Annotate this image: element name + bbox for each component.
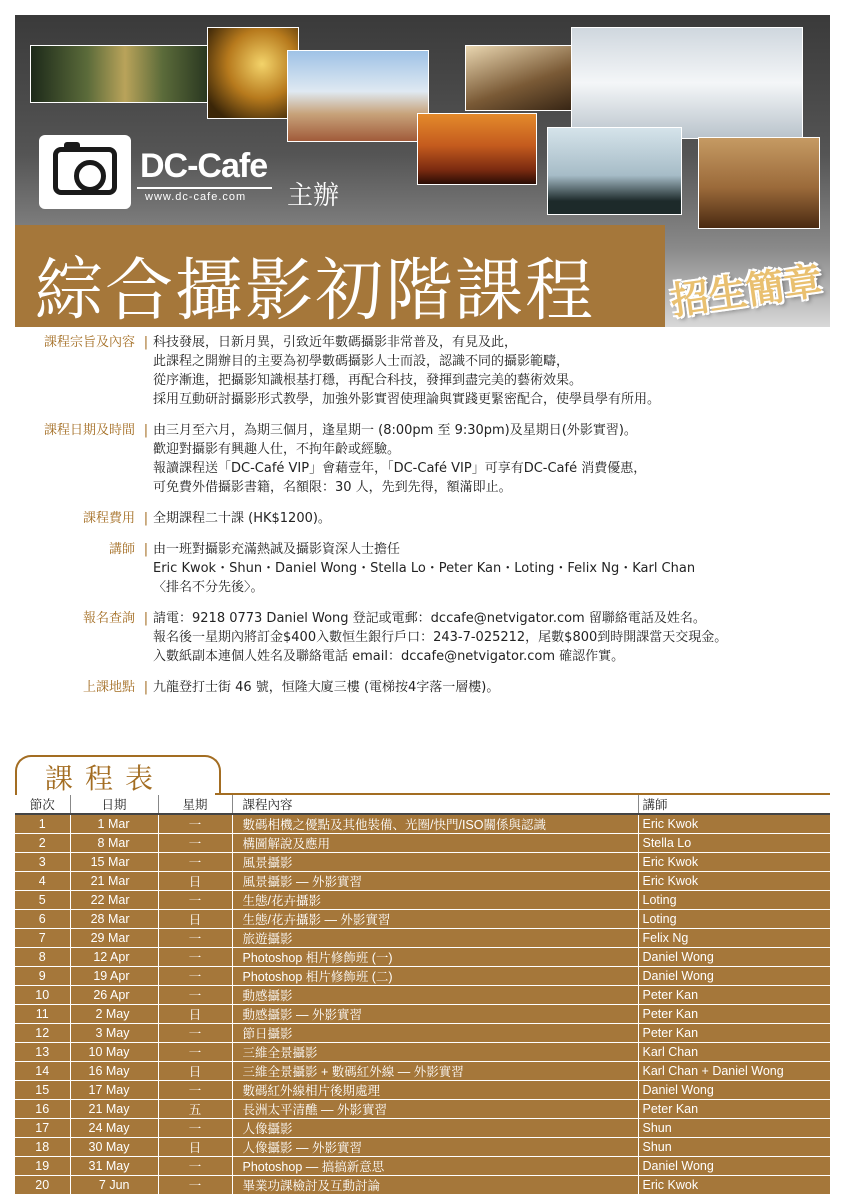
info-line: 可免費外借攝影書籍，名額限：30 人，先到先得，額滿即止。 [153,480,512,495]
cell-no: 17 [15,1119,70,1138]
cell-weekday: 日 [158,910,232,929]
cell-weekday: 五 [158,1100,232,1119]
cell-weekday: 一 [158,948,232,967]
camera-icon [53,147,117,195]
logo [39,135,131,209]
table-row [15,872,830,891]
cell-content: 人像攝影 — 外影實習 [232,1138,638,1157]
schedule-header-row [15,795,830,814]
cell-content: 數碼相機之優點及其他裝備、光圈/快門/ISO關係與認識 [232,814,638,834]
info-separator: | [143,542,149,557]
cell-no: 5 [15,891,70,910]
info-body [153,609,830,666]
info-section [15,509,830,528]
cell-weekday: 一 [158,853,232,872]
cell-weekday: 一 [158,967,232,986]
cell-content: 風景攝影 [232,853,638,872]
cell-weekday: 一 [158,1043,232,1062]
cell-weekday: 一 [158,814,232,834]
info-section [15,333,830,409]
photo-tunnel [30,45,220,103]
info-line: 入數紙副本連個人姓名及聯絡電話 email：dccafe@netvigator.com 確認作實。 [153,649,625,664]
cell-weekday: 一 [158,1119,232,1138]
cell-date: 19 Apr [70,967,158,986]
cell-content: 畢業功課檢討及互動討論 [232,1176,638,1195]
info-line: 科技發展，日新月異，引致近年數碼攝影非常普及，有見及此， [153,335,518,350]
cell-no: 2 [15,834,70,853]
info-section [15,609,830,666]
col-header-date: 日期 [70,795,158,814]
cell-date: 16 May [70,1062,158,1081]
table-row [15,891,830,910]
cell-date: 24 May [70,1119,158,1138]
table-row [15,834,830,853]
cell-weekday: 一 [158,891,232,910]
cell-content: 長洲太平清醮 — 外影實習 [232,1100,638,1119]
cell-instructor: Karl Chan + Daniel Wong [638,1062,830,1081]
cell-no: 19 [15,1157,70,1176]
cell-instructor: Stella Lo [638,834,830,853]
cell-no: 3 [15,853,70,872]
info-line: 全期課程二十課 (HK$1200)。 [153,511,331,526]
table-row [15,967,830,986]
course-info [15,333,830,709]
cell-no: 18 [15,1138,70,1157]
cell-no: 12 [15,1024,70,1043]
page-title: 綜合攝影初階課程 [35,252,596,327]
photo-wedding [571,27,803,139]
cell-date: 7 Jun [70,1176,158,1195]
cell-date: 10 May [70,1043,158,1062]
cell-no: 9 [15,967,70,986]
schedule-table [15,795,830,1195]
info-body [153,540,830,597]
brand-url: www.dc-cafe.com [145,191,247,203]
enrollment-stamp: 招生簡章 [668,258,825,324]
cell-instructor: Daniel Wong [638,1157,830,1176]
cell-instructor: Peter Kan [638,1100,830,1119]
cell-no: 7 [15,929,70,948]
info-body [153,509,830,528]
cell-weekday: 一 [158,929,232,948]
cell-no: 11 [15,1005,70,1024]
info-body [153,421,830,497]
col-header-instructor: 講師 [638,795,830,814]
cell-instructor: Eric Kwok [638,853,830,872]
info-line: 由一班對攝影充滿熱誠及攝影資深人士擔任 [153,542,401,557]
info-body [153,678,830,697]
schedule-header [15,755,830,795]
cell-instructor: Loting [638,910,830,929]
table-row [15,1157,830,1176]
cell-date: 29 Mar [70,929,158,948]
brand-name: DC-Cafe [140,147,268,185]
cell-instructor: Shun [638,1119,830,1138]
cell-content: 人像攝影 [232,1119,638,1138]
info-label: 課程宗旨及內容 [43,335,135,350]
table-row [15,853,830,872]
cell-no: 10 [15,986,70,1005]
photo-sunset-tree [547,127,682,215]
info-line: 〈排名不分先後〉。 [153,580,264,595]
cell-weekday: 日 [158,872,232,891]
col-header-content: 課程內容 [232,795,638,814]
cell-weekday: 日 [158,1005,232,1024]
table-row [15,910,830,929]
cell-date: 12 Apr [70,948,158,967]
cell-instructor: Daniel Wong [638,1081,830,1100]
cell-instructor: Daniel Wong [638,967,830,986]
cell-no: 6 [15,910,70,929]
table-row [15,1081,830,1100]
cell-date: 30 May [70,1138,158,1157]
cell-no: 1 [15,814,70,834]
table-row [15,1119,830,1138]
cell-content: 動感攝影 [232,986,638,1005]
cell-content: 生態/花卉攝影 — 外影實習 [232,910,638,929]
table-row [15,1062,830,1081]
cell-instructor: Peter Kan [638,986,830,1005]
info-line: 歡迎對攝影有興趣人仕，不拘年齡或經驗。 [153,442,401,457]
cell-date: 28 Mar [70,910,158,929]
cell-date: 1 Mar [70,814,158,834]
cell-instructor: Loting [638,891,830,910]
cell-weekday: 一 [158,986,232,1005]
cell-date: 15 Mar [70,853,158,872]
cell-date: 3 May [70,1024,158,1043]
info-section [15,540,830,597]
info-line: 請電：9218 0773 Daniel Wong 登記或電郵：dccafe@netvigator.com 留聯絡電話及姓名。 [153,611,706,626]
table-row [15,929,830,948]
cell-date: 2 May [70,1005,158,1024]
cell-date: 8 Mar [70,834,158,853]
info-separator: | [143,423,149,438]
cell-weekday: 日 [158,1062,232,1081]
info-line: 報讀課程送「DC-Café VIP」會藉壹年，「DC-Café VIP」可享有DC-Café 消費優惠， [153,461,647,476]
photo-taj-mahal [287,50,429,142]
cell-content: 動感攝影 — 外影實習 [232,1005,638,1024]
info-section [15,421,830,497]
info-line: 九龍登打士街 46 號，恒隆大廈三樓 (電梯按4字落一層樓)。 [153,680,500,695]
cell-instructor: Peter Kan [638,1024,830,1043]
cell-content: 三維全景攝影 [232,1043,638,1062]
cell-instructor: Karl Chan [638,1043,830,1062]
cell-weekday: 一 [158,1024,232,1043]
table-row [15,1024,830,1043]
cell-no: 4 [15,872,70,891]
info-line: 採用互動研討攝影形式教學，加強外影實習使理論與實踐更緊密配合，使學員學有所用。 [153,392,661,407]
cell-instructor: Shun [638,1138,830,1157]
banner [15,15,830,327]
photo-insect [207,27,299,119]
photo-portrait [417,113,537,185]
schedule-title: 課程表 [45,762,166,795]
cell-date: 22 Mar [70,891,158,910]
cell-date: 21 Mar [70,872,158,891]
cell-no: 13 [15,1043,70,1062]
info-label: 報名查詢 [82,611,135,626]
info-section [15,678,830,697]
cell-no: 8 [15,948,70,967]
cell-instructor: Eric Kwok [638,814,830,834]
cell-weekday: 一 [158,1176,232,1195]
table-row [15,814,830,834]
cell-content: 節日攝影 [232,1024,638,1043]
cell-instructor: Peter Kan [638,1005,830,1024]
info-label: 課程日期及時間 [43,423,135,438]
cell-instructor: Eric Kwok [638,872,830,891]
cell-content: 構圖解說及應用 [232,834,638,853]
cell-instructor: Felix Ng [638,929,830,948]
cell-content: 生態/花卉攝影 [232,891,638,910]
col-header-no: 節次 [15,795,70,814]
cell-no: 14 [15,1062,70,1081]
info-line: 由三月至六月，為期三個月，逢星期一 (8:00pm 至 9:30pm)及星期日(外影實習)。 [153,423,637,438]
table-row [15,986,830,1005]
cell-weekday: 一 [158,1081,232,1100]
col-header-weekday: 星期 [158,795,232,814]
cell-content: Photoshop 相片修飾班 (二) [232,967,638,986]
info-label: 講師 [108,542,135,557]
table-row [15,1138,830,1157]
info-separator: | [143,511,149,526]
cell-instructor: Eric Kwok [638,1176,830,1195]
photo-motocross [698,137,820,229]
cell-weekday: 一 [158,834,232,853]
cell-date: 26 Apr [70,986,158,1005]
cell-weekday: 日 [158,1138,232,1157]
info-body [153,333,830,409]
cell-date: 31 May [70,1157,158,1176]
info-label: 課程費用 [82,511,135,526]
cell-instructor: Daniel Wong [638,948,830,967]
cell-content: 旅遊攝影 [232,929,638,948]
table-row [15,1176,830,1195]
cell-weekday: 一 [158,1157,232,1176]
cell-no: 16 [15,1100,70,1119]
info-label: 上課地點 [82,680,135,695]
brand-underline [137,187,272,189]
info-line: 此課程之開辦目的主要為初學數碼攝影人士而設，認識不同的攝影範疇， [153,354,570,369]
info-line: 從序漸進，把攝影知識根基打穩，再配合科技，發揮到盡完美的藝術效果。 [153,373,583,388]
info-separator: | [143,335,149,350]
cell-content: 三維全景攝影 + 數碼紅外線 — 外影實習 [232,1062,638,1081]
cell-no: 15 [15,1081,70,1100]
table-row [15,1100,830,1119]
cell-content: Photoshop 相片修飾班 (一) [232,948,638,967]
info-separator: | [143,611,149,626]
cell-no: 20 [15,1176,70,1195]
info-line: Eric Kwok・Shun・Daniel Wong・Stella Lo・Peter Kan・Loting・Felix Ng・Karl Chan [153,561,696,576]
cell-date: 21 May [70,1100,158,1119]
cell-content: 風景攝影 — 外影實習 [232,872,638,891]
table-row [15,1043,830,1062]
table-row [15,948,830,967]
cell-content: 數碼紅外線相片後期處理 [232,1081,638,1100]
organizer-label: 主辦 [287,181,340,211]
table-row [15,1005,830,1024]
cell-date: 17 May [70,1081,158,1100]
info-separator: | [143,680,149,695]
cell-content: Photoshop — 搞搞新意思 [232,1157,638,1176]
info-line: 報名後一星期內將訂金$400入數恒生銀行戶口：243-7-025212，尾數$800到時開課當天交現金。 [153,630,728,645]
